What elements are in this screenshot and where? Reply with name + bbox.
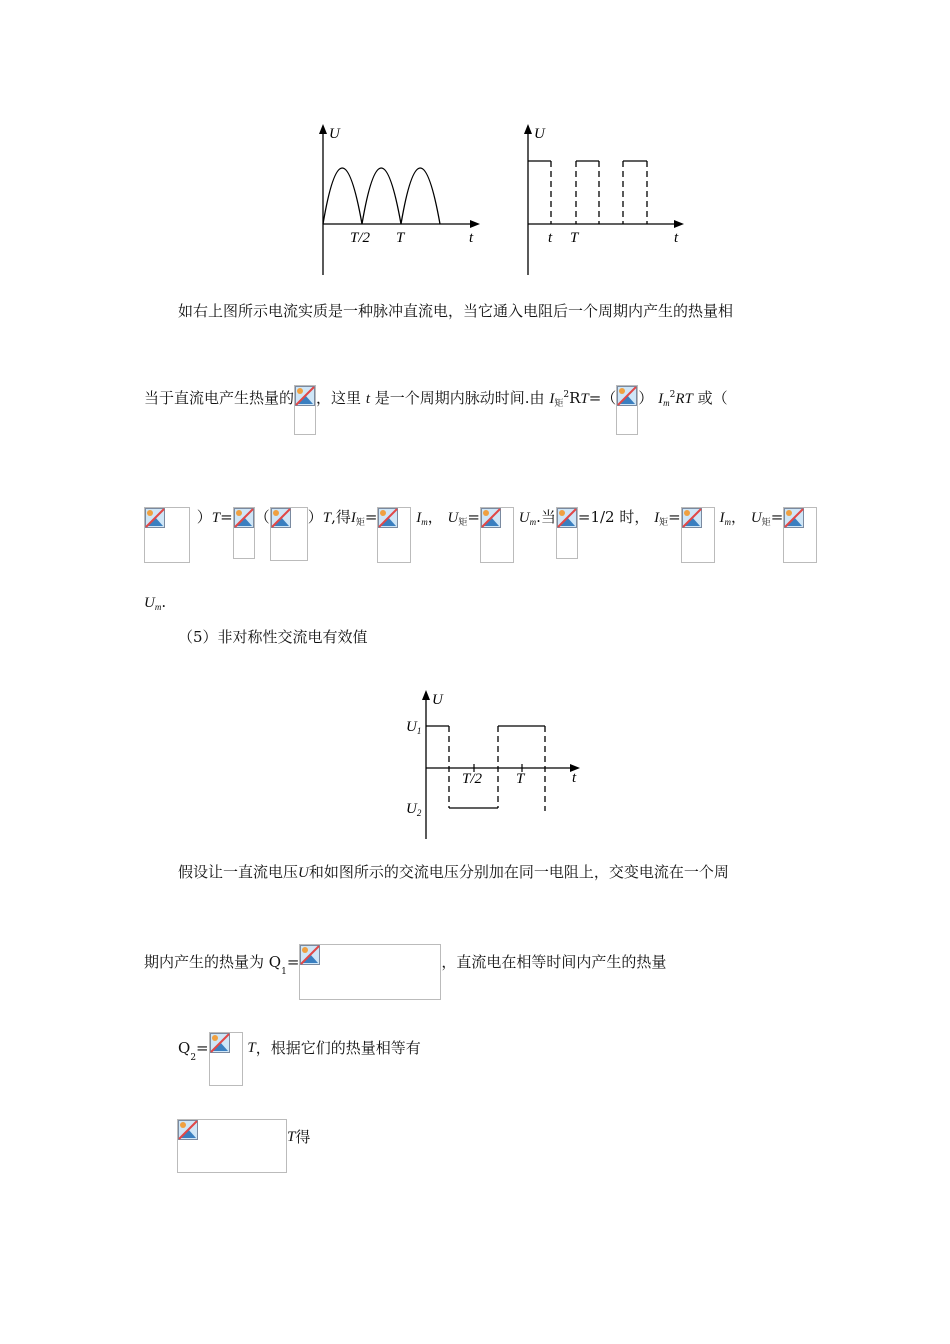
subscript: 2 (190, 1053, 197, 1063)
formula-image (377, 507, 411, 563)
tick-label-half-period: T/2 (462, 771, 483, 787)
text: 和如图所示的交流电压分别加在同一电阻上，交变电流在一个周 (308, 863, 729, 881)
y-axis-label: U (329, 126, 340, 142)
text: = (668, 508, 681, 526)
y-axis-label: U (534, 126, 545, 142)
formula-image (209, 1032, 243, 1086)
y-axis-arrow (319, 124, 327, 134)
text: ，这里 (316, 389, 362, 407)
text: （ (254, 508, 270, 526)
image-placeholder-icon (300, 945, 320, 965)
formula-image (270, 507, 308, 561)
variable: U (518, 510, 530, 526)
text: 是一个周期内脉动时间.由 (374, 389, 545, 407)
image-placeholder-icon (271, 508, 291, 528)
variable: T (580, 391, 589, 407)
text: = (220, 508, 233, 526)
x-axis-label: t (469, 230, 474, 246)
y-axis-arrow (524, 124, 532, 134)
variable: t (365, 391, 370, 407)
text: 或（ (697, 389, 728, 407)
variable: I (658, 391, 664, 407)
y-axis-label: U (432, 692, 443, 708)
text: 得 (295, 1128, 311, 1146)
tick-label-half-period: T/2 (350, 230, 371, 246)
subscript: 矩 (355, 518, 365, 528)
paragraph-line (178, 1032, 421, 1086)
formula-image (616, 385, 638, 435)
subscript: m (421, 517, 428, 527)
superscript: 2 (669, 390, 676, 400)
variable: I (654, 510, 660, 526)
tick-label-t: t (548, 230, 553, 246)
formula-image (480, 507, 514, 563)
variable: I (719, 510, 725, 526)
text: ） (638, 389, 654, 407)
u2-label: $U_2$ (406, 801, 422, 818)
formula-image (556, 507, 578, 559)
image-placeholder-icon (295, 386, 315, 406)
y-axis-arrow (422, 690, 430, 700)
formula-image (783, 507, 817, 563)
variable: U (144, 595, 155, 611)
paragraph-line (144, 385, 728, 435)
text: ） (307, 508, 323, 526)
formula-image (299, 944, 441, 1000)
image-placeholder-icon (378, 508, 398, 528)
variable: U (750, 510, 762, 526)
variable: T (211, 510, 221, 526)
u1-label: $U_1$ (406, 719, 422, 736)
tick-label-period: T (516, 771, 525, 787)
graph-pulsating-dc (305, 120, 495, 280)
variable: I (350, 510, 356, 526)
paragraph-line (144, 507, 817, 563)
image-placeholder-icon (557, 508, 577, 528)
text: . (161, 593, 167, 611)
text: = (286, 953, 300, 971)
variable: T (287, 1129, 296, 1145)
formula-image (233, 507, 255, 559)
image-placeholder-icon (178, 1120, 198, 1140)
graph-pulse-train (512, 120, 702, 280)
image-placeholder-icon (145, 508, 165, 528)
image-placeholder-icon (784, 508, 804, 528)
paragraph-line (177, 1119, 310, 1173)
x-axis-label: t (572, 770, 577, 786)
formula-image (294, 385, 316, 435)
text: ） (196, 508, 212, 526)
text: = (467, 508, 480, 526)
formula-image (144, 507, 190, 563)
text: ，直流电在相等时间内产生的热量 (441, 953, 667, 971)
image-placeholder-icon (682, 508, 702, 528)
subscript: m (663, 398, 670, 408)
x-axis-arrow (674, 220, 684, 228)
variable: I (549, 391, 555, 407)
variable: U (447, 510, 459, 526)
text: = (364, 508, 378, 526)
formula-image (681, 507, 715, 563)
text: 当于直流电产生热量的 (144, 389, 295, 407)
image-placeholder-icon (234, 508, 254, 528)
graph-asymmetric-ac (400, 686, 600, 846)
subscript: m (724, 517, 732, 527)
x-axis-arrow (470, 220, 480, 228)
text: =1/2 时， (577, 508, 650, 526)
subscript: 矩 (554, 399, 564, 409)
image-placeholder-icon (481, 508, 501, 528)
variable: RT (675, 391, 693, 407)
sine-hump (323, 168, 362, 224)
text: = (196, 1039, 209, 1057)
x-axis-label: t (674, 230, 679, 246)
section-heading: （5）非对称性交流电有效值 (178, 628, 368, 646)
subscript: 矩 (458, 518, 468, 528)
text: ， (731, 508, 747, 526)
text: 期内产生的热量为 Q (144, 953, 282, 971)
variable: T (322, 510, 332, 526)
sine-hump (362, 168, 401, 224)
subscript: 矩 (659, 518, 669, 528)
superscript: 2 (563, 390, 570, 400)
subscript: 1 (281, 967, 287, 977)
image-placeholder-icon (210, 1033, 230, 1053)
text: ，根据它们的热量相等有 (255, 1039, 421, 1057)
text: .当 (536, 508, 556, 526)
subscript: m (529, 517, 537, 527)
tick-label-period: T (396, 230, 405, 246)
paragraph-line: 如右上图所示电流实质是一种脉冲直流电，当它通入电阻后一个周期内产生的热量相 (178, 302, 734, 320)
subscript: m (154, 602, 162, 612)
paragraph-line (144, 592, 166, 617)
tick-label-period: T (570, 230, 579, 246)
paragraph-line (178, 862, 729, 883)
sine-hump (401, 168, 440, 224)
variable: U (298, 865, 309, 881)
text: = (770, 508, 784, 526)
text: 假设让一直流电压 (178, 863, 299, 881)
variable: T (247, 1040, 256, 1056)
text: ,得 (331, 508, 351, 526)
image-placeholder-icon (617, 386, 637, 406)
variable: Q (178, 1039, 191, 1057)
paragraph-line (144, 944, 666, 1000)
text: ， (427, 508, 443, 526)
formula-image (177, 1119, 287, 1173)
subscript: 矩 (761, 518, 771, 528)
variable: I (416, 510, 422, 526)
text: =（ (588, 389, 617, 407)
variable: R (569, 389, 581, 407)
